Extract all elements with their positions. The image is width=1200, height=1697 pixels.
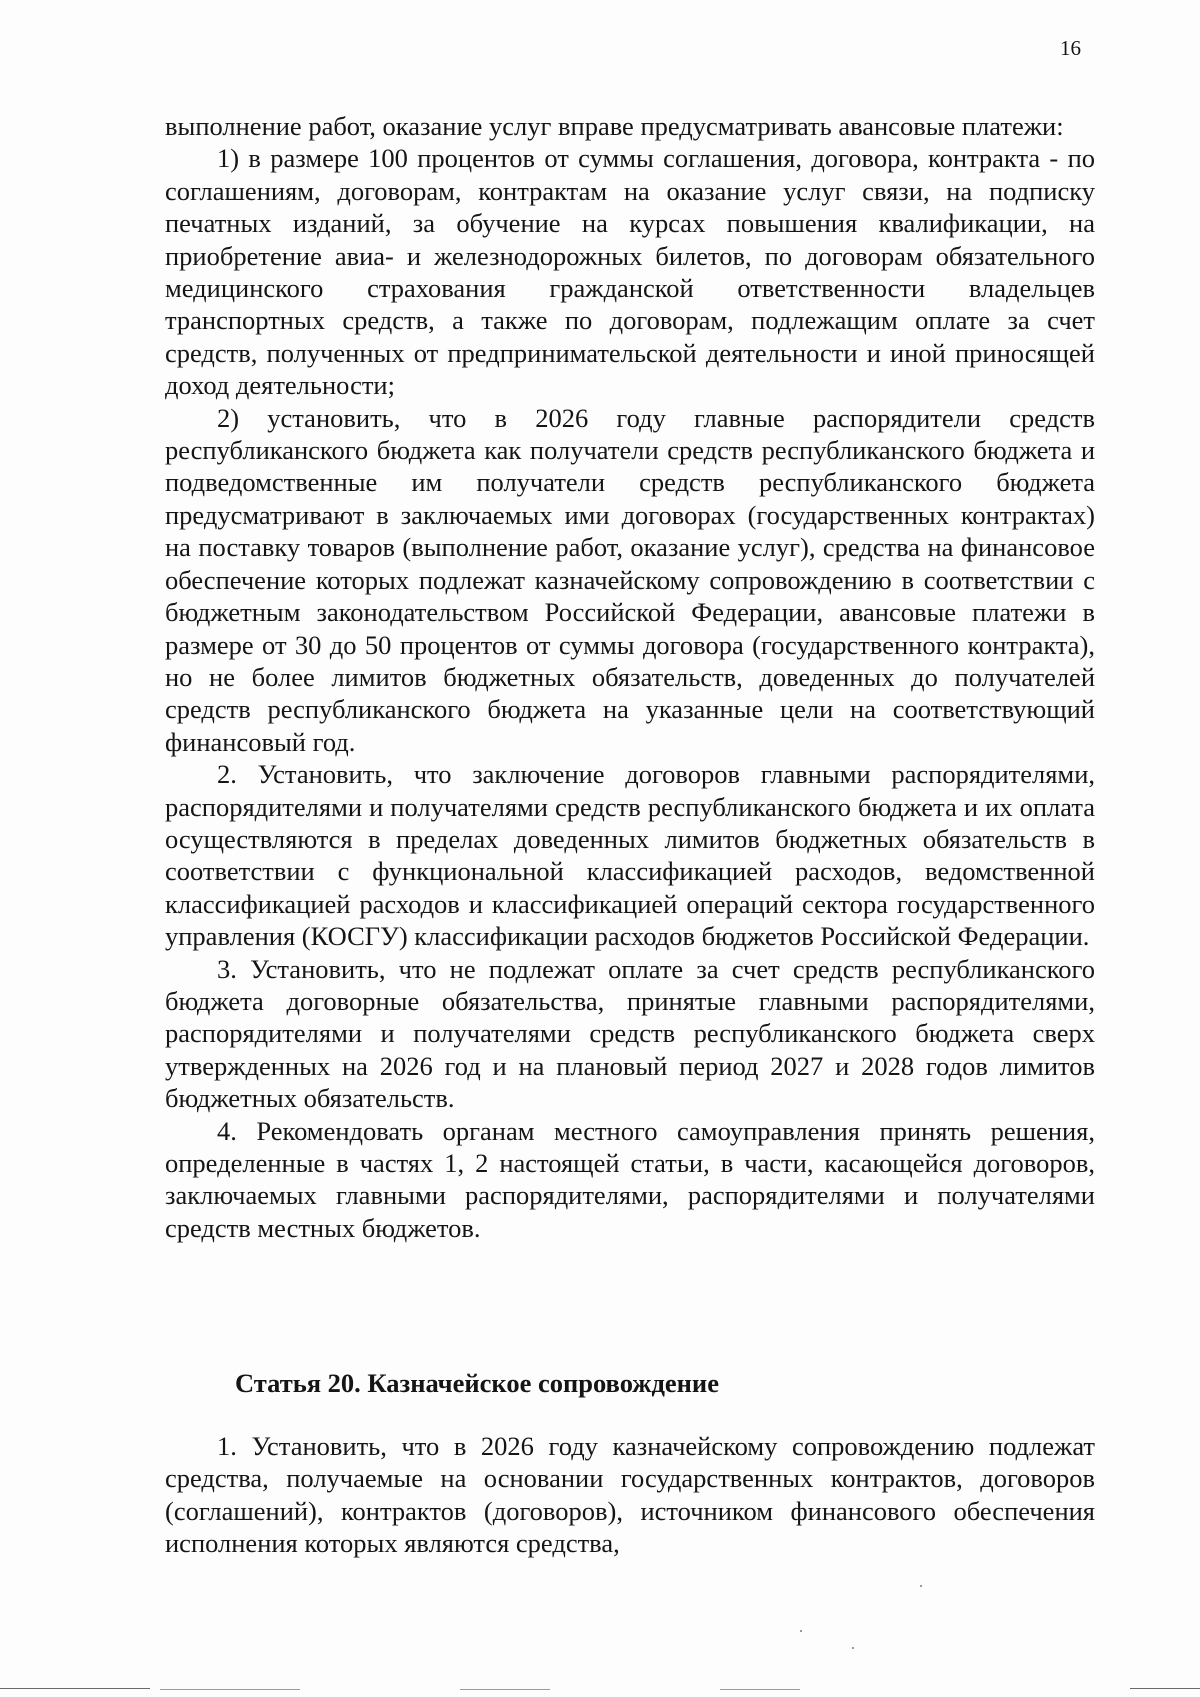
scan-artifact-line <box>1130 1688 1200 1689</box>
scan-artifact-dot <box>920 1585 922 1587</box>
paragraph-part-2: 2. Установить, что заключение договоров главными распорядителями, распорядителями и получателями средств республиканского бюджета и их оплата осуществляются в пределах доведенных лимитов бюджетных обязательств в соответствии с функциональной классификацией расходов, ведомственной классификацией расходов и классификацией операций сектора государственного управления (КОСГУ) классификации расходов бюджетов Российской Федерации. <box>165 759 1095 952</box>
scan-artifact-dot <box>852 1647 854 1649</box>
paragraph-item-1: 1) в размере 100 процентов от суммы соглашения, договора, контракта - по соглашениям, договорам, контрактам на оказание услуг связи, на подписку печатных изданий, за обучение на курсах повышения квалификации, на приобретение авиа- и железнодорожных билетов, по договорам обязательного медицинского страхования гражданской ответственности владельцев транспортных средств, а также по договорам, подлежащим оплате за счет средств, полученных от предпринимательской деятельности и иной приносящей доход деятельности; <box>165 143 1095 401</box>
scan-artifact-line <box>160 1689 300 1690</box>
scan-artifact-line <box>0 1688 150 1689</box>
paragraph-part-3: 3. Установить, что не подлежат оплате за счет средств республиканского бюджета договорные обязательства, принятые главными распорядителями, распорядителями и получателями средств республиканского бюджета сверх утвержденных на 2026 год и на плановый период 2027 и 2028 годов лимитов бюджетных обязательств. <box>165 953 1095 1114</box>
page-number: 16 <box>1060 36 1081 60</box>
body-text-bottom <box>165 1430 1095 1560</box>
scan-artifact-line <box>720 1689 800 1690</box>
body-text-top <box>165 110 1095 1244</box>
article-title: Статья 20. Казначейское сопровождение <box>235 1368 719 1398</box>
scan-artifact-dot <box>800 1630 802 1632</box>
paragraph-item-2: 2) установить, что в 2026 году главные распорядители средств республиканского бюджета как получатели средств республиканского бюджета и подведомственные им получатели средств республиканского бюджета предусматривают в заключаемых ими договорах (государственных контрактах) на поставку товаров (выполнение работ, оказание услуг), средства на финансовое обеспечение которых подлежат казначейскому сопровождению в соответствии с бюджетным законодательством Российской Федерации, авансовые платежи в размере от 30 до 50 процентов от суммы договора (государственного контракта), но не более лимитов бюджетных обязательств, доведенных до получателей средств республиканского бюджета на указанные цели на соответствующий финансовый год. <box>165 402 1095 757</box>
scan-artifact-line <box>460 1689 550 1690</box>
paragraph-part-4: 4. Рекомендовать органам местного самоуправления принять решения, определенные в частях 1, 2 настоящей статьи, в части, касающейся договоров, заключаемых главными распорядителями, распорядителями и получателями средств местных бюджетов. <box>165 1115 1095 1243</box>
paragraph-continuation: выполнение работ, оказание услуг вправе предусматривать авансовые платежи: <box>165 111 1064 141</box>
article-20-part-1: 1. Установить, что в 2026 году казначейскому сопровождению подлежат средства, получаемые на основании государственных контрактов, договоров (соглашений), контрактов (договоров), источником финансового обеспечения исполнения которых являются средства, <box>165 1431 1095 1559</box>
